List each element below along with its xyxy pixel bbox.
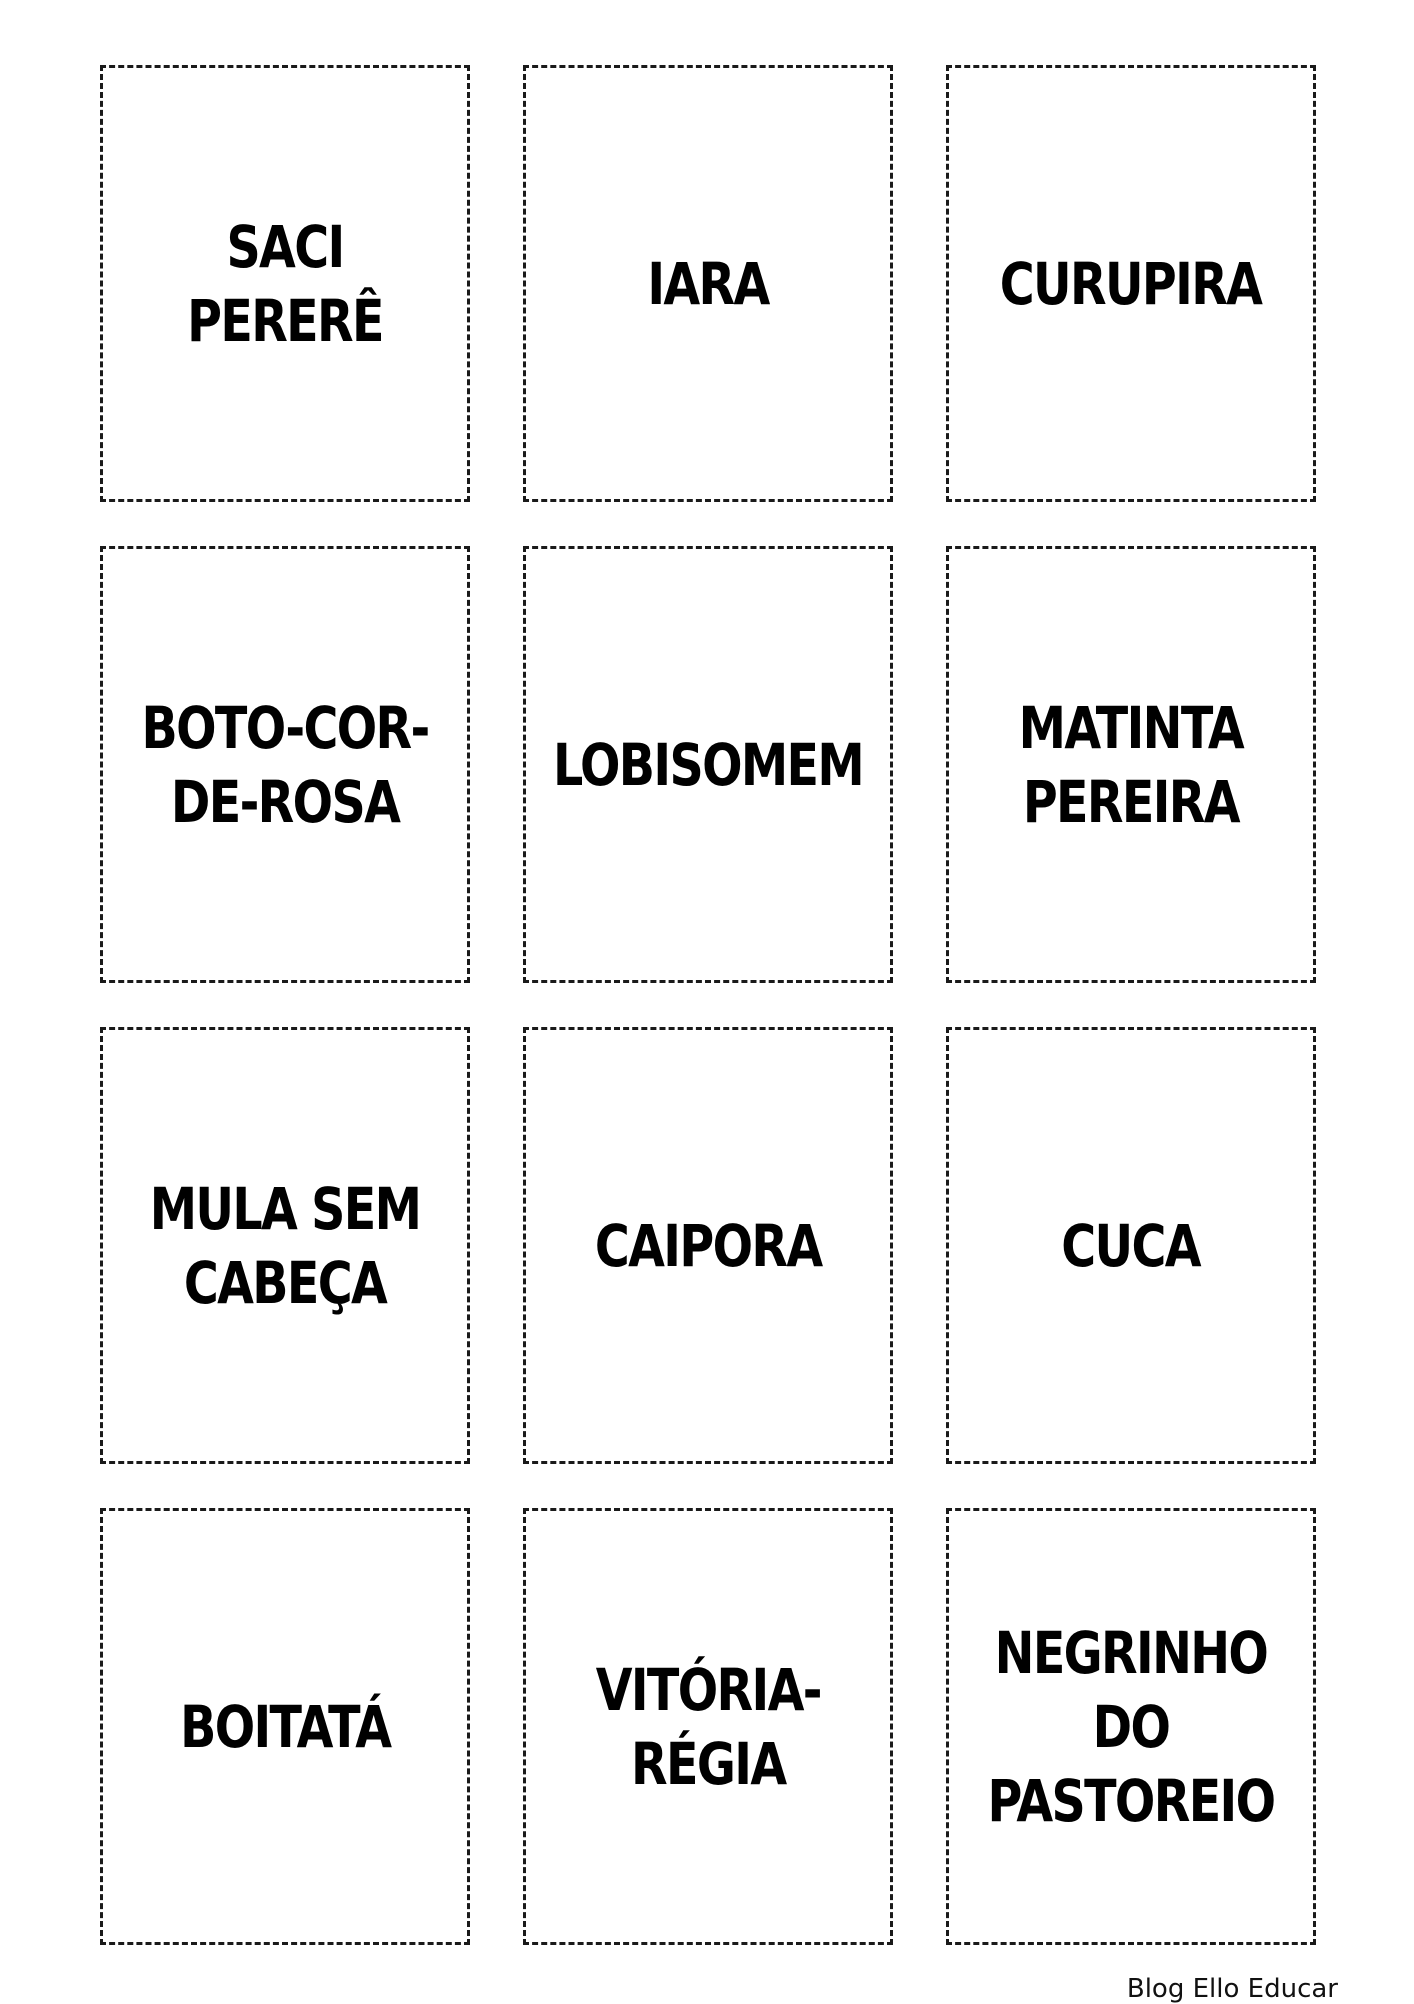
card-label: CUCA bbox=[1061, 1211, 1201, 1280]
card-label: IARA bbox=[647, 249, 769, 318]
card-matinta-pereira bbox=[946, 546, 1316, 983]
card-saci-perere bbox=[100, 65, 470, 502]
footer-credit: Blog Ello Educar bbox=[1126, 1974, 1338, 2004]
card-boto-cor-de-rosa bbox=[100, 546, 470, 983]
card-grid bbox=[100, 65, 1320, 1945]
card-label: MULA SEM CABEÇA bbox=[149, 1174, 421, 1317]
card-label: BOITATÁ bbox=[179, 1692, 391, 1761]
card-label: VITÓRIA- RÉGIA bbox=[595, 1655, 821, 1798]
card-curupira bbox=[946, 65, 1316, 502]
card-boitata bbox=[100, 1508, 470, 1945]
card-iara bbox=[523, 65, 893, 502]
card-negrinho-do-pastoreio bbox=[946, 1508, 1316, 1945]
card-mula-sem-cabeca bbox=[100, 1027, 470, 1464]
card-label: BOTO-COR- DE-ROSA bbox=[141, 693, 429, 836]
card-label: NEGRINHO DO PASTOREIO bbox=[987, 1618, 1275, 1835]
card-label: MATINTA PEREIRA bbox=[1018, 693, 1244, 836]
card-vitoria-regia bbox=[523, 1508, 893, 1945]
card-label: SACI PERERÊ bbox=[187, 212, 383, 355]
card-label: CURUPIRA bbox=[1000, 249, 1262, 318]
card-label: LOBISOMEM bbox=[552, 730, 864, 799]
card-cuca bbox=[946, 1027, 1316, 1464]
card-caipora bbox=[523, 1027, 893, 1464]
card-label: CAIPORA bbox=[594, 1211, 822, 1280]
card-lobisomem bbox=[523, 546, 893, 983]
